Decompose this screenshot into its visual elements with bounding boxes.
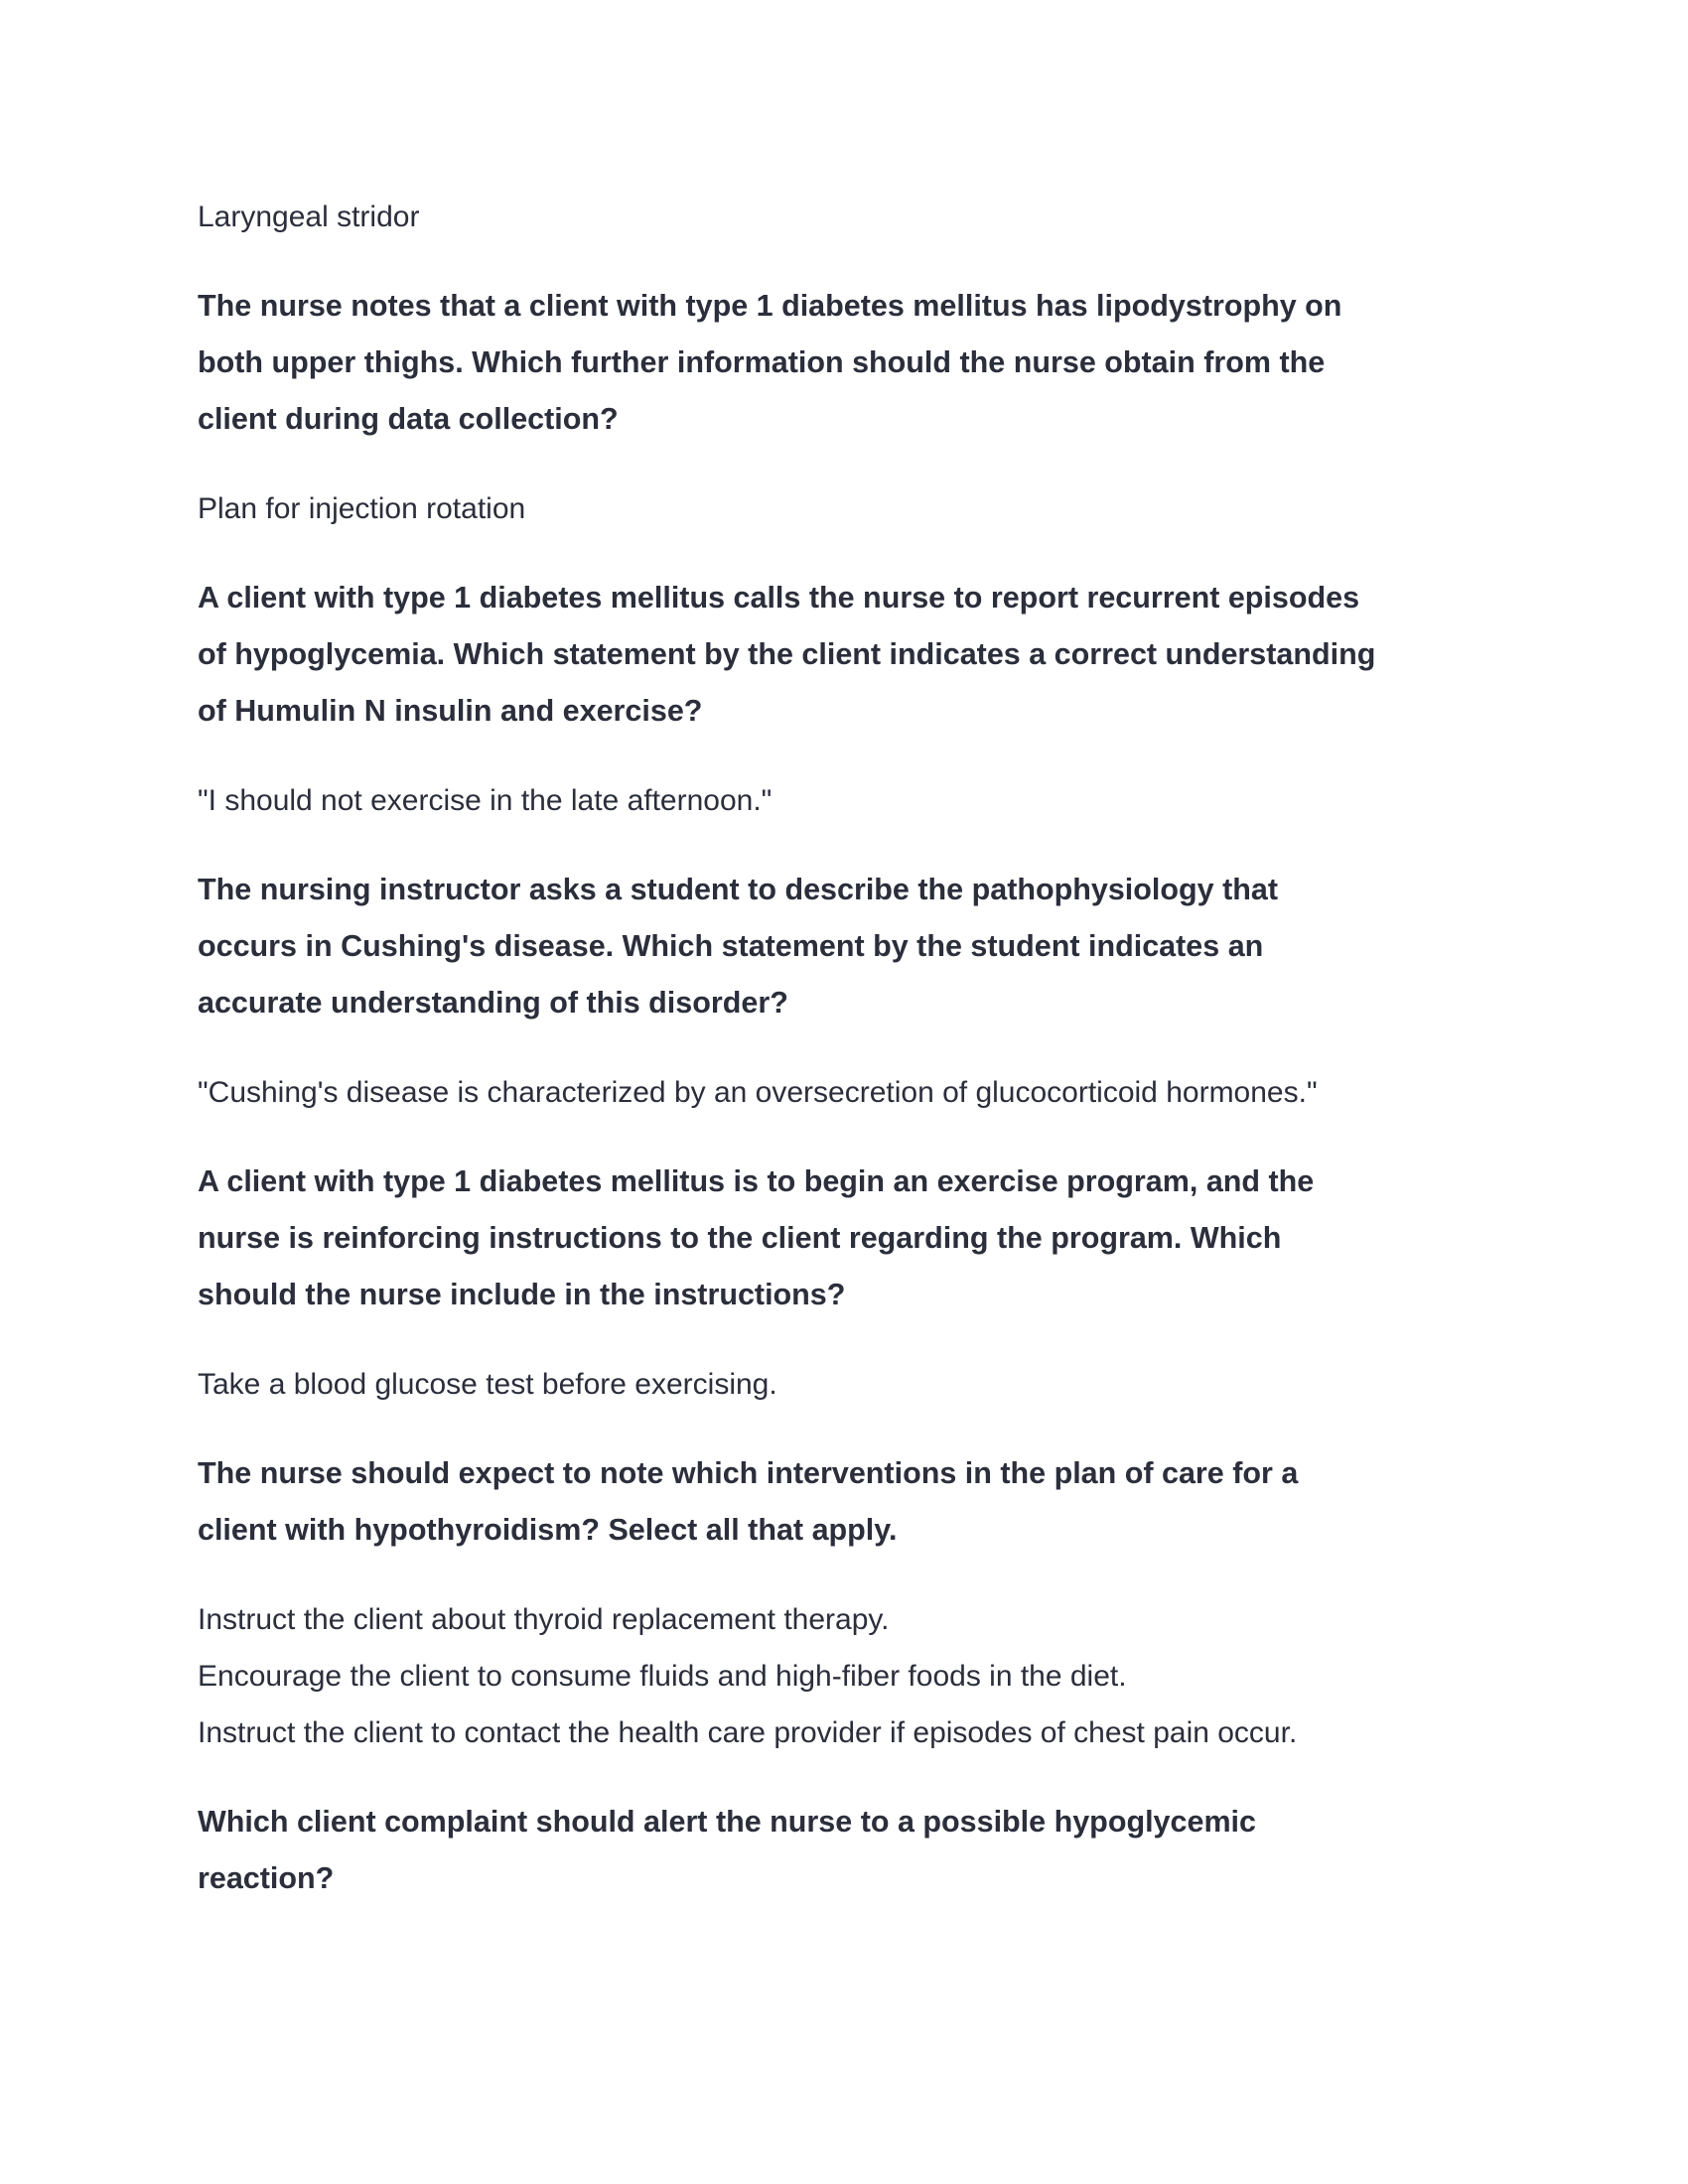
answer-paragraph (198, 1064, 1508, 1121)
question-paragraph (198, 278, 1508, 448)
answer-paragraph (198, 189, 1508, 245)
question-text-line: The nursing instructor asks a student to describe the pathophysiology that (198, 873, 1278, 906)
answer-text-line: Instruct the client to contact the health care provider if episodes of chest pain occur. (198, 1716, 1298, 1749)
answer-text-line: "I should not exercise in the late afternoon." (198, 784, 773, 817)
answer-paragraph (198, 480, 1508, 537)
question-text-line: should the nurse include in the instructions? (198, 1278, 846, 1311)
question-text-line: A client with type 1 diabetes mellitus is to begin an exercise program, and the (198, 1164, 1315, 1198)
answer-text-line: Take a blood glucose test before exercising. (198, 1368, 777, 1401)
question-text-line: both upper thighs. Which further information should the nurse obtain from the (198, 345, 1326, 379)
answer-text-line: Instruct the client about thyroid replacement therapy. (198, 1603, 890, 1636)
question-text-line: client with hypothyroidism? Select all that apply. (198, 1513, 898, 1547)
question-paragraph (198, 1794, 1508, 1907)
answer-text-line: Encourage the client to consume fluids and high-fiber foods in the diet. (198, 1660, 1127, 1693)
question-text-line: client during data collection? (198, 402, 619, 436)
question-text-line: of hypoglycemia. Which statement by the client indicates a correct understanding (198, 637, 1376, 671)
question-paragraph (198, 570, 1508, 740)
answer-text-line: Plan for injection rotation (198, 492, 526, 525)
question-text-line: nurse is reinforcing instructions to the client regarding the program. Which (198, 1221, 1282, 1255)
question-text-line: accurate understanding of this disorder? (198, 986, 788, 1020)
answer-paragraph (198, 1591, 1508, 1761)
question-paragraph (198, 862, 1508, 1031)
answer-text-line: "Cushing's disease is characterized by an oversecretion of glucocorticoid hormones." (198, 1076, 1318, 1109)
document-body (198, 189, 1508, 1940)
question-text-line: The nurse notes that a client with type 1 diabetes mellitus has lipodystrophy on (198, 289, 1342, 323)
answer-paragraph (198, 1356, 1508, 1413)
question-text-line: The nurse should expect to note which interventions in the plan of care for a (198, 1456, 1299, 1490)
answer-paragraph (198, 772, 1508, 829)
question-text-line: of Humulin N insulin and exercise? (198, 694, 703, 728)
question-paragraph (198, 1154, 1508, 1323)
question-paragraph (198, 1445, 1508, 1559)
answer-text-line: Laryngeal stridor (198, 201, 420, 233)
question-text-line: Which client complaint should alert the nurse to a possible hypoglycemic (198, 1805, 1256, 1839)
question-text-line: occurs in Cushing's disease. Which statement by the student indicates an (198, 929, 1264, 963)
question-text-line: A client with type 1 diabetes mellitus calls the nurse to report recurrent episodes (198, 581, 1360, 614)
question-text-line: reaction? (198, 1861, 335, 1895)
